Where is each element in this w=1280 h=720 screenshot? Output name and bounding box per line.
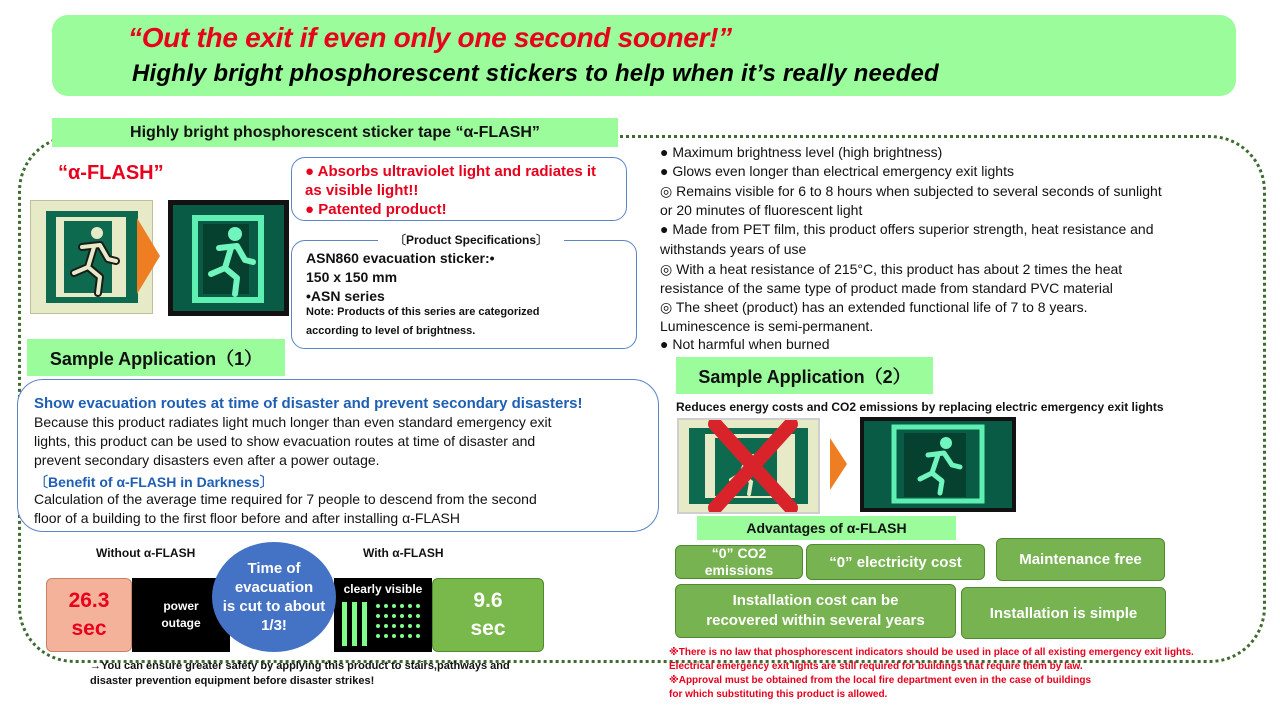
specifications-title: 〔Product Specifications〕 — [378, 231, 564, 248]
feature-line: ● Patented product! — [305, 201, 447, 218]
sample-application-2-label: Sample Application（2） — [676, 357, 933, 394]
circle-text: 1/3! — [261, 617, 287, 634]
running-man-exit-icon — [864, 421, 1012, 508]
running-man-exit-icon — [179, 208, 279, 308]
time-after-box — [432, 578, 544, 652]
spec-line: 150 x 150 mm — [306, 269, 398, 285]
spec-note: according to level of brightness. — [306, 325, 476, 337]
bullet-item: ◎ With a heat resistance of 215°C, this product has about 2 times the heat — [660, 261, 1123, 277]
advantage-text: Installation cost can be — [732, 592, 899, 609]
spec-note: Note: Products of this series are categorized — [306, 306, 540, 318]
sample-application-1-text: prevent secondary disasters even after a power outage. — [34, 452, 380, 468]
product-tape-title: Highly bright phosphorescent sticker tape “α-FLASH” — [52, 118, 618, 147]
advantage-installation-cost — [675, 584, 956, 638]
running-man-exit-icon — [42, 207, 142, 307]
red-cross-icon — [679, 420, 818, 512]
feature-line: ● Absorbs ultraviolet light and radiates it — [305, 163, 597, 180]
advantage-text: recovered within several years — [706, 612, 925, 629]
power-outage-text: power — [163, 599, 199, 613]
legal-note: ※There is no law that phosphorescent indicators should be used in place of all existing emergency exit lights. — [669, 647, 1194, 658]
bullet-item: ◎ The sheet (product) has an extended functional life of 7 to 8 years. — [660, 299, 1088, 315]
advantage-zero-co2 — [675, 545, 803, 579]
benefit-text: Calculation of the average time required for 7 people to descend from the second — [34, 491, 537, 507]
spec-line: •ASN series — [306, 288, 385, 304]
feature-line: as visible light!! — [305, 182, 419, 199]
benefit-title: 〔Benefit of α-FLASH in Darkness〕 — [34, 474, 274, 490]
bullet-item: ● Not harmful when burned — [660, 336, 830, 352]
exit-sign-glowing-image — [168, 200, 289, 316]
exit-sign-unlit-image — [30, 200, 153, 314]
product-name-heading: “α-FLASH” — [58, 162, 164, 184]
time-unit: sec — [71, 617, 107, 640]
sample-application-2-subtitle: Reduces energy costs and CO2 emissions by replacing electric emergency exit lights — [676, 400, 1164, 414]
advantage-zero-electricity: “0” electricity cost — [806, 544, 985, 580]
time-unit: sec — [470, 617, 506, 640]
legal-note: Electrical emergency exit lights are still required for buildings that require them by law. — [669, 661, 1083, 672]
orange-arrow-icon — [830, 438, 847, 490]
orange-arrow-icon — [137, 218, 160, 294]
banner-slogan: “Out the exit if even only one second sooner!” — [128, 22, 732, 53]
legal-note: ※Approval must be obtained from the local fire department even in the case of buildings — [669, 675, 1092, 686]
sample-application-1-text: lights, this product can be used to show evacuation routes at time of disaster and — [34, 433, 536, 449]
advantage-installation-simple: Installation is simple — [961, 587, 1166, 639]
sample-application-1-text: Because this product radiates light much longer than even standard emergency exit — [34, 414, 552, 430]
advantages-title: Advantages of α-FLASH — [697, 516, 956, 540]
power-outage-text: outage — [161, 616, 201, 630]
bullet-item: or 20 minutes of fluorescent light — [660, 202, 863, 218]
advantage-maintenance-free: Maintenance free — [996, 538, 1165, 581]
circle-text: Time of — [247, 560, 301, 577]
time-before-value: 26.3 — [68, 589, 110, 612]
advantage-text: “0” CO2 — [711, 545, 767, 561]
bullet-item: Luminescence is semi-permanent. — [660, 318, 874, 334]
clearly-visible-text: clearly visible — [343, 582, 423, 596]
bullet-item: ● Maximum brightness level (high brightness) — [660, 144, 943, 160]
bullet-item: resistance of the same type of product made from standard PVC material — [660, 280, 1113, 296]
bullet-item: ● Made from PET film, this product offers superior strength, heat resistance and — [660, 221, 1154, 237]
bullet-item: ● Glows even longer than electrical emergency exit lights — [660, 163, 1014, 179]
clearly-visible-image — [334, 578, 432, 652]
safety-note: →You can ensure greater safety by applying this product to stairs,pathways and — [90, 660, 510, 672]
bullet-item: ◎ Remains visible for 6 to 8 hours when subjected to several seconds of sunlight — [660, 183, 1162, 199]
banner-subtitle: Highly bright phosphorescent stickers to help when it’s really needed — [132, 60, 939, 87]
benefit-text: floor of a building to the first floor before and after installing α-FLASH — [34, 510, 460, 526]
time-after-value: 9.6 — [473, 589, 503, 612]
advantage-text: emissions — [704, 562, 774, 578]
glowing-stairs-icon — [340, 598, 426, 648]
electric-exit-light-crossed-image — [677, 418, 820, 514]
phosphorescent-exit-sign-image — [860, 417, 1016, 512]
legal-note: for which substituting this product is allowed. — [669, 689, 888, 700]
time-before-box — [46, 578, 132, 652]
sample-application-1-title: Show evacuation routes at time of disaster and prevent secondary disasters! — [34, 395, 583, 412]
with-label: With α-FLASH — [363, 546, 444, 560]
sample-application-1-label: Sample Application（1） — [27, 339, 285, 376]
bullet-item: withstands years of use — [660, 241, 807, 257]
without-label: Without α-FLASH — [96, 546, 196, 560]
circle-text: is cut to about — [222, 598, 326, 615]
circle-text: evacuation — [234, 579, 314, 596]
spec-line: ASN860 evacuation sticker:• — [306, 250, 495, 266]
time-reduction-circle — [212, 542, 336, 652]
safety-note: disaster prevention equipment before disaster strikes! — [90, 675, 375, 687]
